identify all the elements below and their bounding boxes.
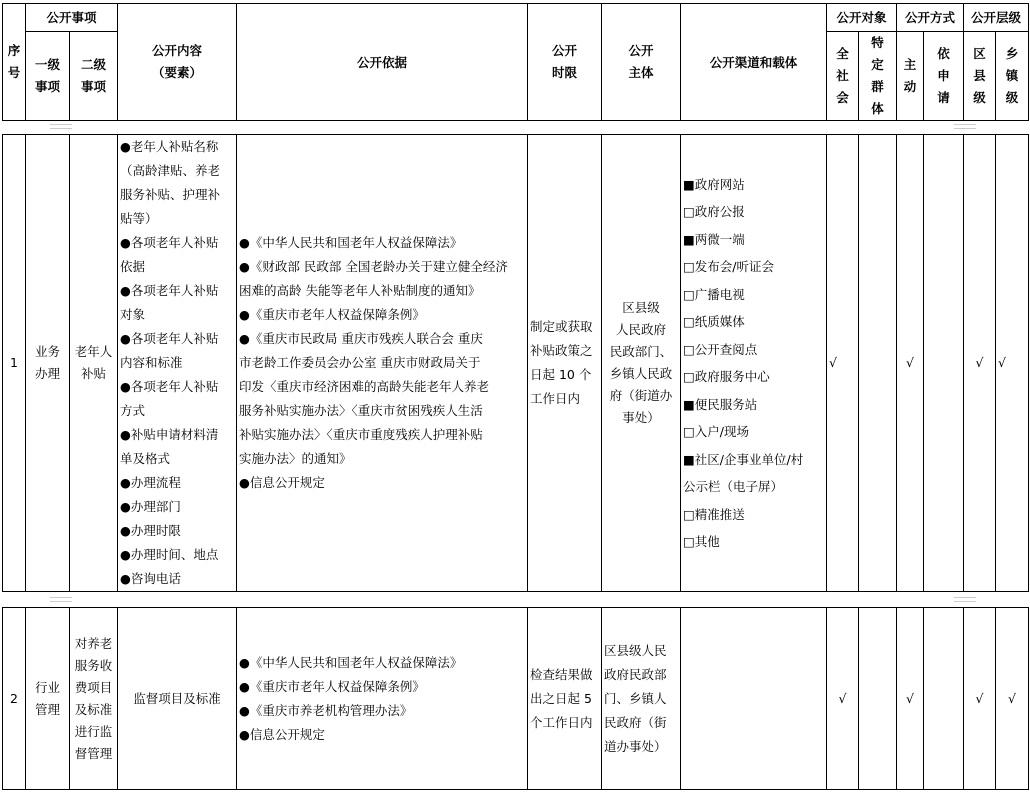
row-mode-request-check (924, 135, 964, 592)
section-gap (2, 591, 1028, 607)
header-mode-request: 依 申 请 (924, 32, 964, 121)
header-level2: 二级 事项 (70, 32, 118, 121)
header-target-specific: 特 定 群 体 (859, 32, 897, 121)
header-level-town: 乡 镇 级 (996, 32, 1029, 121)
row-level-district-check: √ (964, 608, 996, 790)
row-level1: 业务 办理 (26, 135, 70, 592)
row-target-all-check: √ (827, 608, 859, 790)
row-basis: ●《中华人民共和国老年人权益保障法》 ●《财政部 民政部 全国老龄办关于建立健全经济 困难的高龄 失能等老年人补贴制度的通知》 ●《重庆市老年人权益保障条例》 ●《重庆市民政局 重庆市残疾人联合会 重庆 市老龄工作委员会办公室 重庆市财政局关于 印发〈重庆市经济困难的高龄失能老年人养老 服务补贴实施办法〉〈重庆市贫困残疾人生活 补贴实施办法〉〈重庆市重度残疾人护理补贴 实施办法〉的通知》 ●信息公开规定 (237, 135, 528, 592)
header-channel: 公开渠道和载体 (681, 4, 827, 121)
header-target: 公开对象 (827, 4, 897, 32)
header-level-district: 区 县 级 (964, 32, 996, 121)
row-seq: 1 (3, 135, 26, 592)
header-subject: 公开 主体 (602, 4, 681, 121)
header-content: 公开内容 （要素） (118, 4, 237, 121)
row-2-table (2, 607, 1029, 790)
row-subject: 区县级 人民政府 民政部门、 乡镇人民政 府（街道办 事处） (602, 135, 681, 592)
row-level2: 对养老 服务收 费项目 及标准 进行监 督管理 (70, 608, 118, 790)
header-mode-active: 主 动 (897, 32, 924, 121)
row-seq: 2 (3, 608, 26, 790)
header-basis: 公开依据 (237, 4, 528, 121)
row-target-specific-check (859, 608, 897, 790)
header-matters: 公开事项 (26, 4, 118, 32)
row-basis: ●《中华人民共和国老年人权益保障法》 ●《重庆市老年人权益保障条例》 ●《重庆市养老机构管理办法》 ●信息公开规定 (237, 608, 528, 790)
header-time-limit: 公开 时限 (528, 4, 602, 121)
row-mode-active-check: √ (897, 135, 924, 592)
row-channel: ■政府网站 □政府公报 ■两微一端 □发布会/听证会 □广播电视 □纸质媒体 □公开查阅点 □政府服务中心 ■便民服务站 □入户/现场 ■社区/企事业单位/村 公示栏（电子屏） □精准推送 □其他 (681, 135, 827, 592)
row-target-all-check: √ (827, 135, 859, 592)
row-level-town-check: √ (996, 135, 1029, 592)
row-target-specific-check (859, 135, 897, 592)
row-content: ●老年人补贴名称 （高龄津贴、养老 服务补贴、护理补 贴等） ●各项老年人补贴 依据 ●各项老年人补贴 对象 ●各项老年人补贴 内容和标准 ●各项老年人补贴 方式 ●补贴申请材料清 单及格式 ●办理流程 ●办理部门 ●办理时限 ●办理时间、地点 ●咨询电话 (118, 135, 237, 592)
row-channel (681, 608, 827, 790)
section-gap (2, 118, 1028, 134)
row-subject: 区县级人民 政府民政部 门、乡镇人 民政府（街 道办事处） (602, 608, 681, 790)
row-time-limit: 检查结果做 出之日起 5 个工作日内 (528, 608, 602, 790)
row-time-limit: 制定或获取 补贴政策之 日起 10 个 工作日内 (528, 135, 602, 592)
header-level1: 一级 事项 (26, 32, 70, 121)
row-level-town-check: √ (996, 608, 1029, 790)
header-mode: 公开方式 (897, 4, 964, 32)
header-seq: 序 号 (3, 4, 26, 121)
header-level: 公开层级 (964, 4, 1029, 32)
row-level-district-check: √ (964, 135, 996, 592)
row-mode-active-check: √ (897, 608, 924, 790)
row-content: 监督项目及标准 (118, 608, 237, 790)
header-target-all: 全 社 会 (827, 32, 859, 121)
row-level2: 老年人 补贴 (70, 135, 118, 592)
row-level1: 行业 管理 (26, 608, 70, 790)
header-table (2, 3, 1029, 121)
row-mode-request-check (924, 608, 964, 790)
row-1-table (2, 134, 1029, 592)
